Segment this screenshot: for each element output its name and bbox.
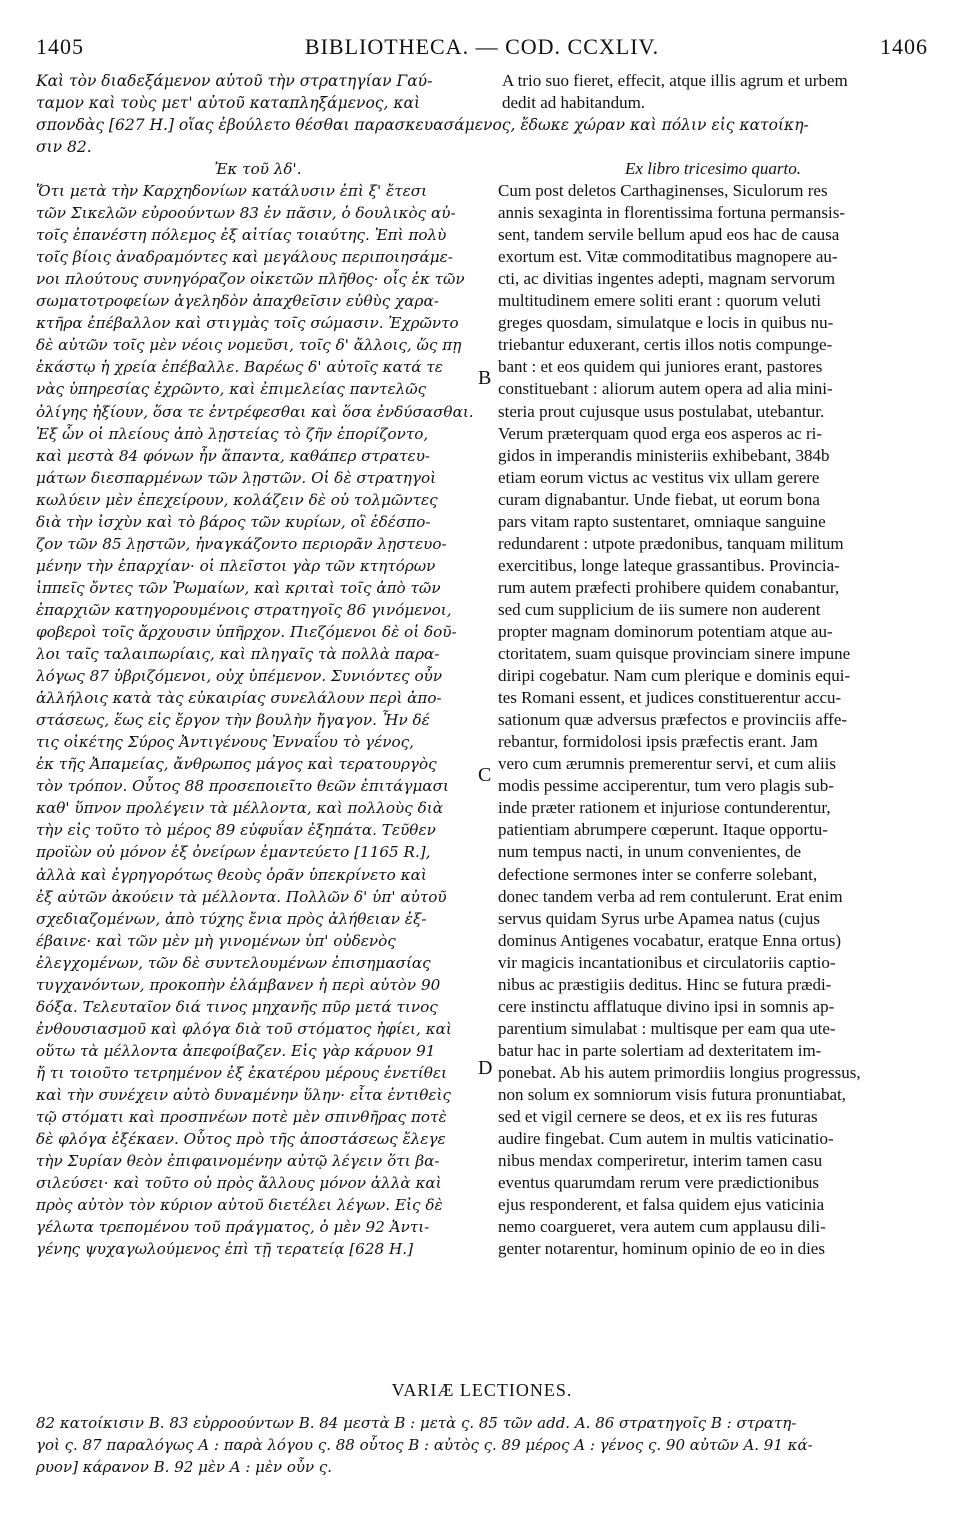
running-title: BIBLIOTHECA. — COD. CCXLIV.	[304, 34, 660, 59]
greek-text-line: ὀλίγης ἠξίουν, ὅσα τε ἐντρέφεσθαι καὶ ὅσα ἐνδύσασθαι.	[36, 402, 474, 421]
latin-text-line: vir magicis incantationibus et circulatoriis captio-	[498, 952, 836, 972]
latin-text-line: num tempus nacti, in unum convenientes, de	[498, 842, 802, 862]
latin-text-line: redundarent : utpote prædonibus, tanquam militum	[498, 533, 844, 553]
greek-text-line: τῷ στόματι καὶ προσπνέων ποτὲ μὲν σπινθῆρας ποτὲ	[36, 1108, 447, 1127]
latin-text-line: dominus Antigenes vocabatur, eratque Enna ortus)	[498, 930, 842, 950]
greek-text-line: γένης ψυχαγωλούμενος ἐπὶ τῇ τερατείᾳ [628 H.]	[36, 1240, 413, 1259]
greek-text-line: ἑκάστῳ ἡ χρεία ἐπέβαλλε. Βαρέως δ' αὐτοῖς κατά τε	[36, 358, 443, 377]
greek-text-line: καθ' ὕπνον προλέγειν τὰ μέλλοντα, καὶ πολλοὺς διὰ	[36, 799, 443, 818]
greek-text-line: ἐνθουσιασμοῦ καὶ φλόγα διὰ τοῦ στόματος ἠφίει, καὶ	[36, 1019, 452, 1038]
greek-text-line: ἤ τι τοιοῦτο τετρημένον ἐξ ἑκατέρου μέρους ἐνετίθει	[36, 1063, 447, 1082]
latin-text-line: annis sexaginta in florentissima fortuna permansis-	[498, 203, 845, 223]
latin-text-line: audire fingebat. Cum autem in multis vaticinatio-	[498, 1129, 834, 1149]
margin-letter-d: D	[478, 1057, 493, 1079]
greek-text-line: Ἐξ ὧν οἱ πλείους ἀπὸ λῃστείας τὸ ζῆν ἐπορίζοντο,	[36, 424, 429, 443]
latin-text-line: sent, tandem servile bellum apud eos hac de causa	[498, 225, 840, 245]
intro-greek-text: σπονδὰς [627 H.] οἵας ἐβούλετο θέσθαι παρασκευασάμενος, ἔδωκε χώραν καὶ πόλιν εἰς κατοίκη-	[36, 116, 809, 134]
greek-text-line: τοῖς ἐπανέστη πόλεμος ἐξ αἰτίας τοιαύτης. Ἐπὶ πολὺ	[36, 226, 447, 245]
intro-greek-text: Καὶ τὸν διαδεξάμενον αὐτοῦ τὴν στρατηγίαν Γαύ-	[36, 72, 433, 90]
greek-text-line: νὰς ὑπηρεσίας ἐχρῶντο, καὶ ἐπιμελείας παντελῶς	[36, 380, 427, 399]
intro-row	[36, 92, 928, 114]
latin-text-line: inde præter rationem et injuriose contunderentur,	[498, 798, 831, 818]
greek-text-line: τὴν Συρίαν θεὸν ἐπιφαινομένην αὐτῷ λέγειν ὅτι βα-	[36, 1152, 440, 1171]
greek-text-line: ἱππεῖς ὄντες τῶν Ῥωμαίων, καὶ κριταὶ τοῖς ἀπὸ τῶν	[36, 578, 441, 597]
intro-greek-text: σιν 82.	[36, 138, 92, 156]
greek-text-line: ἀλλὰ καὶ ἐγρηγορότως θεοὺς ὁρᾶν ὑπεκρίνετο καὶ	[36, 865, 427, 884]
greek-text-line: κωλύειν μὲν ἐπεχείρουν, κολάζειν δὲ οὐ τολμῶντες	[36, 490, 438, 509]
greek-text-line: καὶ μεστὰ 84 φόνων ἦν ἅπαντα, καθάπερ στρατευ-	[36, 446, 431, 465]
running-header	[36, 34, 928, 64]
latin-text-line: steria prout cujusque usus postulabat, utebantur.	[498, 401, 825, 421]
latin-text-line: sed et vigil cernere se deos, et ex iis res futuras	[498, 1107, 818, 1127]
variant-reading-line: 82 κατοίκισιν B. 83 εὐρροούντων B. 84 μεστὰ B : μετὰ ς. 85 τῶν add. A. 86 στρατηγοῖς B : στρατη-	[36, 1414, 797, 1432]
greek-text-line: έβαινε· καὶ τῶν μὲν μὴ γινομένων ὑπ' οὐδενὸς	[36, 931, 396, 950]
greek-text-line: μάτων διεσπαρμένων τῶν λῃστῶν. Οἱ δὲ στρατηγοὶ	[36, 468, 437, 487]
intro-greek-text: ταμον καὶ τοὺς μετ' αὐτοῦ καταπληξάμενος, καὶ	[36, 94, 421, 112]
greek-text-line: Ὅτι μετὰ τὴν Καρχηδονίων κατάλυσιν ἐπὶ ξ' ἔτεσι	[36, 182, 428, 201]
greek-text-line: οὕτω τὰ μέλλοντα ἀπεφοίβαζεν. Εἰς γὰρ κάρυον 91	[36, 1041, 436, 1060]
margin-letter-b: B	[478, 367, 492, 389]
latin-text-line: modis pessime acciperentur, tum vero plagis sub-	[498, 776, 834, 796]
latin-text-line: greges quosdam, simulatque e locis in quibus nu-	[498, 313, 834, 333]
greek-text-line: τὸν τρόπον. Οὗτος 88 προσεποιεῖτο θεῶν ἐπιτάγμασι	[36, 777, 449, 796]
latin-text-line: donec tandem verba ad rem contulerunt. Erat enim	[498, 886, 843, 906]
greek-text-line: πρὸς αὐτὸν τὸν κύριον αὐτοῦ διετέλει λέγων. Εἰς δὲ	[36, 1196, 443, 1215]
variae-lectiones-title: VARIÆ LECTIONES.	[391, 1380, 573, 1400]
page-number-right: 1406	[880, 34, 928, 59]
latin-text-line: constituebant : aliorum autem opera ad alia mini-	[498, 379, 833, 399]
latin-text-line: batur hac in parte solertiam ad dexteritatem im-	[498, 1040, 822, 1060]
latin-text-line: gidos in imperandis ministeriis exhibebant, 384b	[498, 445, 830, 465]
latin-text-line: parentium simulabat : multisque per eam qua ute-	[498, 1018, 836, 1038]
latin-text-line: non solum ex somniorum visis futura pronuntiabat,	[498, 1084, 846, 1104]
greek-text-line: φοβεροὶ τοῖς ἄρχουσιν ὑπῆρχον. Πιεζόμενοι δὲ οἱ δοῦ-	[36, 622, 457, 641]
intro-row	[36, 114, 928, 136]
latin-text-line: triebantur eduxerant, certis illos notis compunge-	[498, 335, 833, 355]
latin-text-line: rum autem præfecti prohibere quidem conabantur,	[498, 577, 840, 597]
latin-text-line: ejus responderent, et falsa quidem ejus vaticinia	[498, 1195, 825, 1215]
latin-text-line: genter notarentur, hominum opinio de eo in dies	[498, 1239, 825, 1259]
intro-latin-text: A trio suo fieret, effecit, atque illis agrum et urbem	[502, 71, 848, 90]
greek-text-line: τῶν Σικελῶν εὐροούντων 83 ἐν πᾶσιν, ὁ δουλικὸς αὐ-	[36, 204, 456, 223]
latin-text-line: Verum præterquam quod erga eos asperos ac ri-	[498, 423, 822, 443]
variant-reading-line: γοὶ ς. 87 παραλόγως A : παρὰ λόγου ς. 88 οὗτος B : αὐτὸς ς. 89 μέρος A : γένος ς. 90 αὐτῶν A. 91 κά-	[36, 1436, 813, 1454]
greek-text-line: δὲ φλόγα ἐξέκαεν. Οὗτος πρὸ τῆς ἀποστάσεως ἔλεγε	[36, 1130, 446, 1149]
greek-text-line: στάσεως, ἕως εἰς ἔργον τὴν βουλὴν ἤγαγον. Ἦν δέ	[36, 711, 430, 730]
latin-text-line: diripi cogebatur. Nam cum plerique e dominis equi-	[498, 666, 851, 686]
variae-lectiones	[36, 1412, 928, 1478]
latin-heading: Ex libro tricesimo quarto.	[625, 159, 801, 178]
greek-text-line: τυγχανόντων, προκοπὴν ἐλάμβανεν ἡ περὶ αὐτὸν 90	[36, 975, 441, 994]
margin-letter-c: C	[478, 764, 492, 786]
greek-text-line: ζον τῶν 85 λῃστῶν, ἠναγκάζοντο περιορᾶν λῃστευο-	[36, 534, 447, 553]
intro-row	[36, 70, 928, 92]
latin-text-line: nibus mendax comperiretur, interim tamen casu	[498, 1151, 823, 1171]
greek-text-line: ἀλλήλοις κατὰ τὰς εὐκαιρίας συνελάλουν περὶ ἀπο-	[36, 689, 442, 708]
greek-text-line: μένην τὴν ἐπαρχίαν· οἱ πλεῖστοι γὰρ τῶν κτητόρων	[36, 556, 436, 575]
latin-text-line: bant : et eos quidem qui juniores erant, pastores	[498, 357, 823, 377]
latin-text-line: etiam eorum victus ac vestitus vix ullam gerere	[498, 467, 820, 487]
greek-text-line: γέλωτα τρεπομένου τοῦ πράγματος, ὁ μὲν 92 Ἀντι-	[36, 1218, 430, 1237]
latin-text-line: multitudinem emere soliti erant : quorum veluti	[498, 291, 821, 311]
greek-text-line: λοι ταῖς ταλαιπωρίαις, καὶ πληγαῖς τὰ πολλὰ παρα-	[36, 645, 440, 664]
latin-text-line: cti, ac divitias ingentes adepti, magnam servorum	[498, 269, 836, 289]
intro-row	[36, 136, 928, 158]
latin-text-line: patientiam abrumpere cœperunt. Itaque opportu-	[498, 820, 828, 840]
greek-text-line: δὲ αὐτῶν τοῖς μὲν νέοις νομεῦσι, τοῖς δ' ἄλλοις, ὥς πῃ	[36, 336, 462, 355]
latin-text-line: ctoritatem, suam quisque provinciam sinere impune	[498, 644, 851, 664]
greek-text-line: δόξα. Τελευταῖον διά τινος μηχανῆς πῦρ μετά τινος	[36, 997, 438, 1016]
latin-text-line: curam dignabantur. Unde fiebat, ut eorum bona	[498, 489, 820, 509]
greek-text-line: ἐξ αὐτῶν ἀκούειν τὰ μέλλοντα. Πολλῶν δ' ὑπ' αὐτοῦ	[36, 887, 447, 906]
greek-column	[36, 158, 480, 1260]
greek-text-line: ἐκ τῆς Ἀπαμείας, ἄνθρωπος μάγος καὶ τερατουργὸς	[36, 755, 437, 774]
greek-text-line: νοι πλούτους συνηγόραζον οἰκετῶν πλῆθος· οἷς ἐκ τῶν	[36, 270, 465, 289]
intro-latin-text: dedit ad habitandum.	[502, 93, 646, 112]
greek-text-line: σωματοτροφείων ἀγεληδὸν ἀπαχθεῖσιν εὐθὺς χαρα-	[36, 292, 439, 311]
greek-heading: Ἐκ τοῦ λδ'.	[214, 160, 302, 178]
latin-text-line: nemo coargueret, vera autem cum applausu dili-	[498, 1217, 826, 1237]
latin-text-line: eventus quarumdam rerum vere prædictionibus	[498, 1173, 820, 1193]
greek-text-line: καὶ τὴν συνέχειν αὐτὸ δυναμένην ὕλην· εἶτα ἐντιθεὶς	[36, 1085, 451, 1104]
intro-block	[36, 70, 928, 158]
latin-text-line: servus quidam Syrus urbe Apamea natus (cujus	[498, 908, 820, 928]
variant-reading-line: ρυον] κάρανον B. 92 μὲν A : μὲν οὖν ς.	[36, 1458, 333, 1476]
latin-text-line: sationum quæ adversus præfectos e provinciis affe-	[498, 710, 848, 730]
latin-text-line: pars vitam rapto sustentaret, omniaque sanguine	[498, 511, 826, 531]
latin-text-line: propter magnam dominorum potentiam atque au-	[498, 621, 833, 641]
greek-text-line: προϊὼν οὐ μόνον ἐξ ὀνείρων ἐμαντεύετο [1165 R.],	[36, 843, 431, 862]
greek-text-line: τὴν εἰς τοῦτο τὸ μέρος 89 εὐφυΐαν ἐξηπάτα. Τεῦθεν	[36, 821, 436, 840]
latin-text-line: nibus ac præstigiis deditus. Hinc se futura prædi-	[498, 974, 832, 994]
greek-text-line: τοῖς βίοις ἀναδραμόντες καὶ μεγάλους περιποιησάμε-	[36, 248, 453, 267]
latin-text-line: sed cum supplicium de iis sumere non auderent	[498, 599, 821, 619]
latin-text-line: tes Romani essent, et judices constituerentur accu-	[498, 688, 842, 708]
greek-text-line: σιλεύσει· καὶ τοῦτο οὐ πρὸς ἄλλους μόνον ἀλλὰ καὶ	[36, 1174, 442, 1193]
latin-column	[498, 158, 928, 1260]
latin-text-line: exercitibus, longe lateque grassantibus. Provincia-	[498, 555, 840, 575]
latin-text-line: defectione sermones inter se conferre solebant,	[498, 864, 818, 884]
latin-text-line: vero cum ærumnis premerentur servi, et cum aliis	[498, 754, 837, 774]
page-number-left: 1405	[36, 34, 84, 59]
latin-text-line: cere instinctu afflatuque divino ipsi in somnis ap-	[498, 996, 835, 1016]
greek-text-line: ἐπαρχιῶν κατηγορουμένοις στρατηγοῖς 86 γινόμενοι,	[36, 600, 452, 619]
greek-text-line: διὰ τὴν ἰσχὺν καὶ τὸ βάρος τῶν κυρίων, οἳ ἐδέσπο-	[36, 512, 431, 531]
latin-text-line: rebantur, formidolosi ipsis præfectis erant. Jam	[498, 732, 818, 752]
latin-text-line: ponebat. Ab his autem primordiis longius progressus,	[498, 1062, 861, 1082]
latin-text-line: Cum post deletos Carthaginenses, Siculorum res	[498, 181, 828, 201]
latin-text-line: exortum est. Vitæ commoditatibus magnopere au-	[498, 247, 838, 267]
greek-text-line: τις οἰκέτης Σύρος Ἀντιγένους Ἐνναΐου τὸ γένος,	[36, 733, 414, 752]
greek-text-line: κτῆρα ἐπέβαλλον καὶ στιγμὰς τοῖς σώμασιν. Ἐχρῶντο	[36, 314, 459, 333]
greek-text-line: σχεδιαζομένων, ἀπὸ τύχης ἔνια πρὸς ἀλήθειαν ἐξ-	[36, 909, 427, 928]
greek-text-line: ἐλεγχομένων, τῶν δὲ συντελουμένων ἐπισημασίας	[36, 953, 431, 972]
greek-text-line: λόγως 87 ὑβριζόμενοι, οὐχ ὑπέμενον. Συνιόντες οὖν	[36, 667, 443, 686]
